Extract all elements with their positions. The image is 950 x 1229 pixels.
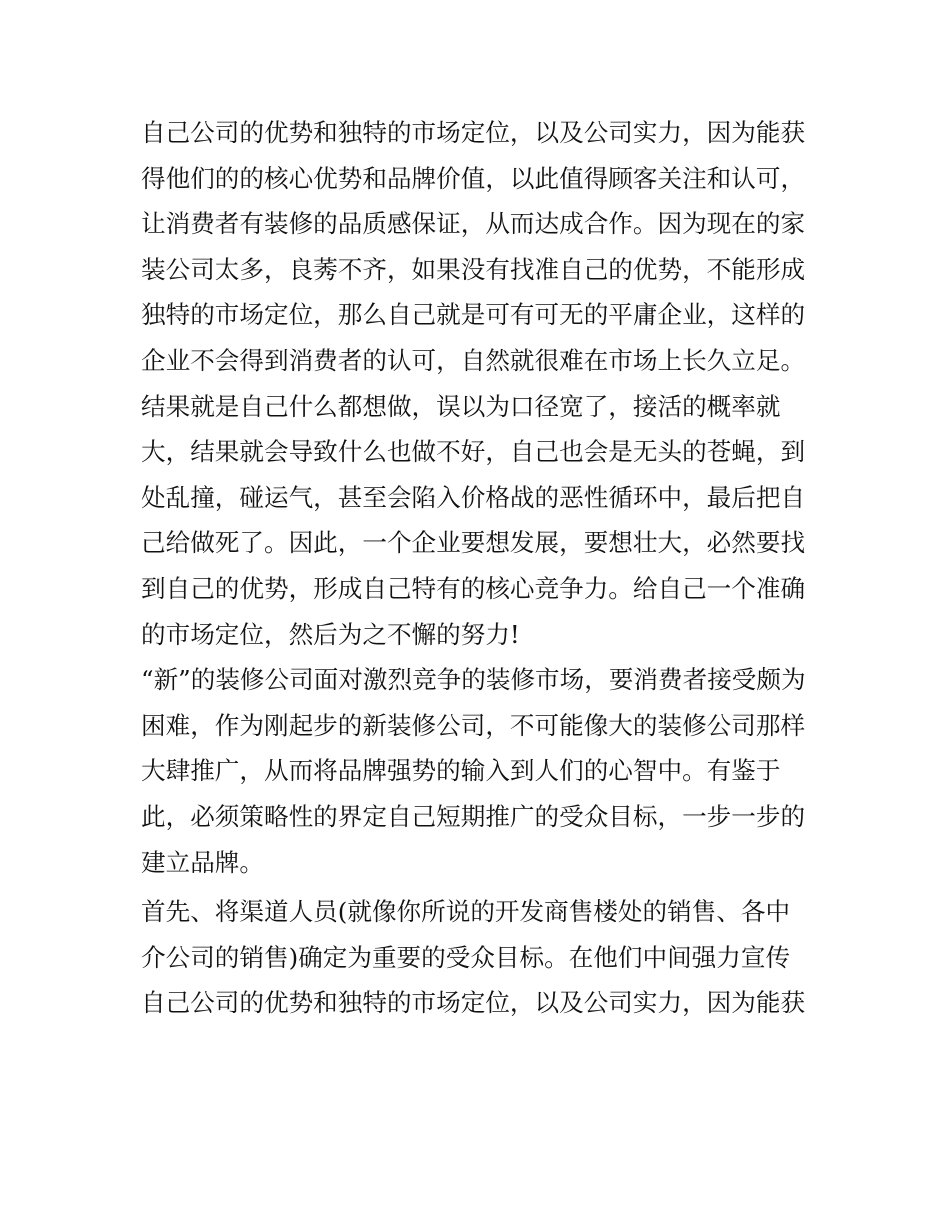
text-line: 独特的市场定位，那么自己就是可有可无的平庸企业，这样的 (141, 300, 806, 330)
text-line: 让消费者有装修的品质感保证，从而达成合作。因为现在的家 (141, 209, 806, 239)
text-line: 大肆推广，从而将品牌强势的输入到人们的心智中。有鉴于 (141, 756, 781, 786)
text-line: 己给做死了。因此，一个企业要想发展，要想壮大，必然要找 (141, 528, 806, 558)
text-line: 大，结果就会导致什么也做不好，自己也会是无头的苍蝇，到 (141, 437, 806, 467)
text-line: 得他们的的核心优势和品牌价值，以此值得顾客关注和认可， (141, 163, 806, 193)
text-line: 首先、将渠道人员(就像你所说的开发商售楼处的销售、各中 (141, 897, 791, 927)
text-line: 自己公司的优势和独特的市场定位，以及公司实力，因为能获 (141, 118, 806, 147)
text-line: 企业不会得到消费者的认可，自然就很难在市场上长久立足。 (141, 345, 806, 375)
text-line: 处乱撞，碰运气，甚至会陷入价格战的恶性循环中，最后把自 (141, 482, 806, 512)
text-line: 此，必须策略性的界定自己短期推广的受众目标，一步一步的 (141, 801, 806, 831)
text-line: 装公司太多，良莠不齐，如果没有找准自己的优势，不能形成 (141, 254, 806, 284)
text-line: 到自己的优势，形成自己特有的核心竞争力。给自己一个准确 (141, 573, 806, 603)
text-line: “新”的装修公司面对激烈竞争的装修市场，要消费者接受颇为 (141, 665, 806, 695)
body-text (141, 110, 821, 1026)
text-line: 建立品牌。 (141, 847, 264, 877)
text-line: 自己公司的优势和独特的市场定位，以及公司实力，因为能获 (141, 988, 806, 1018)
text-line: 介公司的销售)确定为重要的受众目标。在他们中间强力宣传 (141, 942, 791, 972)
text-line: 的市场定位，然后为之不懈的努力! (141, 619, 520, 649)
text-line: 结果就是自己什么都想做，误以为口径宽了，接活的概率就 (141, 391, 781, 421)
text-line: 困难，作为刚起步的新装修公司，不可能像大的装修公司那样 (141, 710, 806, 740)
